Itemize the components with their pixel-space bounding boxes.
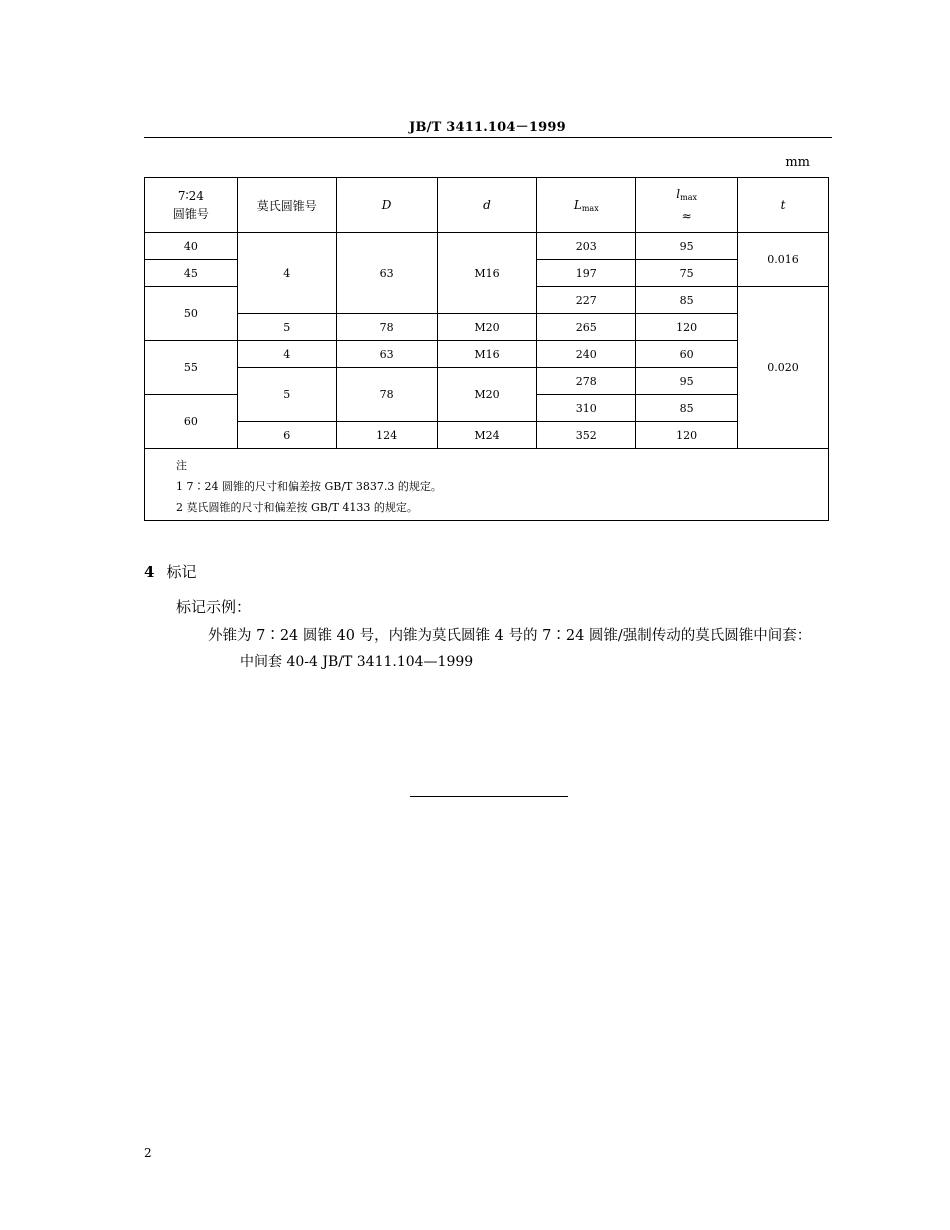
header-taper-no: 7∶24 圆锥号	[145, 178, 238, 233]
taper-cell: 50	[145, 287, 238, 341]
l-max-cell: 60	[636, 341, 738, 368]
header-morse-no: 莫氏圆锥号	[237, 178, 336, 233]
example-label: 标记示例：	[176, 598, 252, 616]
header-l-max: $l_{max}$ ≈	[636, 178, 738, 233]
end-rule	[410, 796, 568, 797]
morse-cell: 5	[237, 368, 336, 422]
L-max-cell: 265	[537, 314, 636, 341]
header-d: d	[437, 178, 537, 233]
d-cell: M16	[437, 341, 537, 368]
D-cell: 63	[336, 233, 437, 314]
morse-cell: 6	[237, 422, 336, 449]
l-max-cell: 75	[636, 260, 738, 287]
t-cell: 0.020	[738, 287, 829, 449]
unit-label: mm	[785, 155, 810, 170]
morse-cell: 5	[237, 314, 336, 341]
L-max-cell: 240	[537, 341, 636, 368]
section-title: 标记	[166, 563, 197, 581]
note-item: 2 莫氏圆锥的尺寸和偏差按 GB/T 4133 的规定。	[176, 501, 418, 514]
L-max-cell: 203	[537, 233, 636, 260]
d-cell: M20	[437, 314, 537, 341]
morse-cell: 4	[237, 233, 336, 314]
document-code-header: JB/T 3411.104－1999	[409, 120, 566, 135]
notes-title: 注	[176, 459, 187, 472]
l-max-cell: 120	[636, 422, 738, 449]
dimension-table	[144, 177, 829, 521]
d-cell: M24	[437, 422, 537, 449]
L-max-cell: 227	[537, 287, 636, 314]
header-t: t	[738, 178, 829, 233]
D-cell: 78	[336, 368, 437, 422]
l-max-cell: 85	[636, 287, 738, 314]
L-max-cell: 197	[537, 260, 636, 287]
D-cell: 78	[336, 314, 437, 341]
header-D: D	[336, 178, 437, 233]
taper-cell: 40	[145, 233, 238, 260]
table-row	[145, 368, 829, 395]
table-row	[145, 422, 829, 449]
table-row	[145, 314, 829, 341]
header-rule	[144, 137, 832, 138]
D-cell: 124	[336, 422, 437, 449]
page-number: 2	[144, 1146, 152, 1160]
table-notes-row	[145, 449, 829, 521]
L-max-cell: 310	[537, 395, 636, 422]
d-cell: M16	[437, 233, 537, 314]
taper-cell: 55	[145, 341, 238, 395]
L-max-cell: 278	[537, 368, 636, 395]
taper-cell: 60	[145, 395, 238, 449]
d-cell: M20	[437, 368, 537, 422]
taper-cell: 45	[145, 260, 238, 287]
table-notes	[145, 449, 829, 521]
l-max-cell: 85	[636, 395, 738, 422]
section-number: 4	[144, 563, 155, 581]
section-heading	[144, 561, 196, 582]
D-cell: 63	[336, 341, 437, 368]
L-max-cell: 352	[537, 422, 636, 449]
header-L-max: $L_{max}$	[537, 178, 636, 233]
l-max-cell: 120	[636, 314, 738, 341]
example-text: 外锥为 7∶24 圆锥 40 号，内锥为莫氏圆锥 4 号的 7∶24 圆锥/强制传动的莫氏圆锥中间套：	[208, 628, 812, 644]
morse-cell: 4	[237, 341, 336, 368]
table-header-row	[145, 178, 829, 233]
table-row	[145, 341, 829, 368]
l-max-cell: 95	[636, 233, 738, 260]
example-code: 中间套 40-4 JB/T 3411.104—1999	[240, 654, 474, 670]
t-cell: 0.016	[738, 233, 829, 287]
l-max-cell: 95	[636, 368, 738, 395]
table-row	[145, 233, 829, 260]
note-item: 1 7∶24 圆锥的尺寸和偏差按 GB/T 3837.3 的规定。	[176, 480, 442, 493]
